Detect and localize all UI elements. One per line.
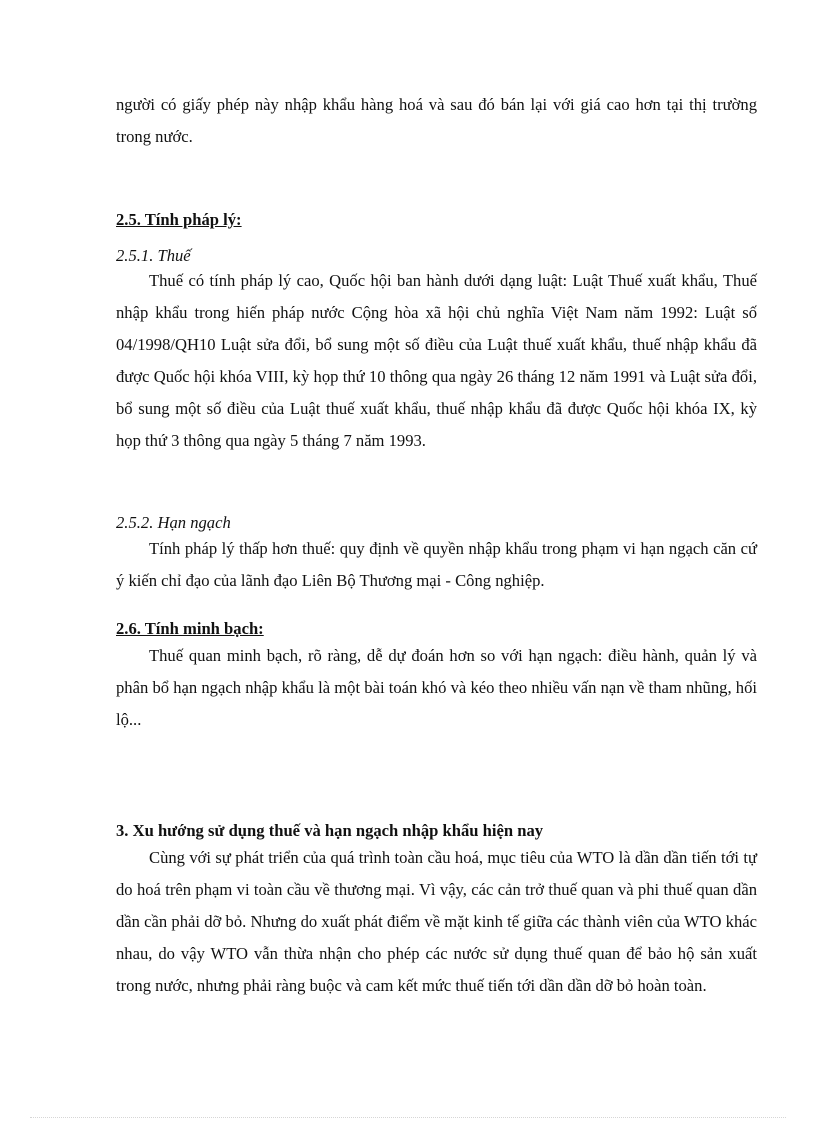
section-2-5-1-title: 2.5.1. Thuế: [116, 246, 191, 265]
section-2-5-2-title: 2.5.2. Hạn ngạch: [116, 513, 231, 532]
section-2-5-heading: 2.5. Tính pháp lý:: [116, 210, 242, 229]
intro-paragraph: người có giấy phép này nhập khẩu hàng hoá và sau đó bán lại với giá cao hơn tại thị trường trong nước.: [116, 95, 757, 146]
section-3-heading: 3. Xu hướng sử dụng thuế và hạn ngạch nhập khẩu hiện nay: [116, 821, 544, 840]
section-2-5-2-body: Tính pháp lý thấp hơn thuế: quy định về quyền nhập khẩu trong phạm vi hạn ngạch căn cứ ý kiến chỉ đạo của lãnh đạo Liên Bộ Thương mại - Công nghiệp.: [116, 539, 757, 590]
page-bottom-rule: [30, 1117, 786, 1118]
section-2-6-body: Thuế quan minh bạch, rõ ràng, dễ dự đoán hơn so với hạn ngạch: điều hành, quản lý và phân bổ hạn ngạch nhập khẩu là một bài toán khó và kéo theo nhiều vấn nạn về tham nhũng, hối lộ...: [116, 646, 757, 729]
section-3-body: Cùng với sự phát triển của quá trình toàn cầu hoá, mục tiêu của WTO là dần dần tiến tới tự do hoá trên phạm vi toàn cầu về thương mại. Vì vậy, các cản trở thuế quan và phi thuế quan dần dần cần phải dỡ bỏ. Nhưng do xuất phát điểm về mặt kinh tế giữa các thành viên của WTO khác nhau, do vậy WTO vẫn thừa nhận cho phép các nước sử dụng thuế quan để bảo hộ sản xuất trong nước, nhưng phải ràng buộc và cam kết mức thuế tiến tới dần dần dỡ bỏ hoàn toàn.: [116, 848, 757, 995]
section-2-5-1-body: Thuế có tính pháp lý cao, Quốc hội ban hành dưới dạng luật: Luật Thuế xuất khẩu, Thuế nhập khẩu trong hiến pháp nước Cộng hòa xã hội chủ nghĩa Việt Nam năm 1992: Luật số 04/1998/QH10 Luật sửa đổi, bổ sung một số điều của Luật thuế xuất khẩu, thuế nhập khẩu đã được Quốc hội khóa VIII, kỳ họp thứ 10 thông qua ngày 26 tháng 12 năm 1991 và Luật sửa đổi, bổ sung một số điều của Luật thuế xuất khẩu, thuế nhập khẩu đã được Quốc hội khóa IX, kỳ họp thứ 3 thông qua ngày 5 tháng 7 năm 1993.: [116, 271, 757, 450]
section-2-6-heading: 2.6. Tính minh bạch:: [116, 619, 264, 638]
